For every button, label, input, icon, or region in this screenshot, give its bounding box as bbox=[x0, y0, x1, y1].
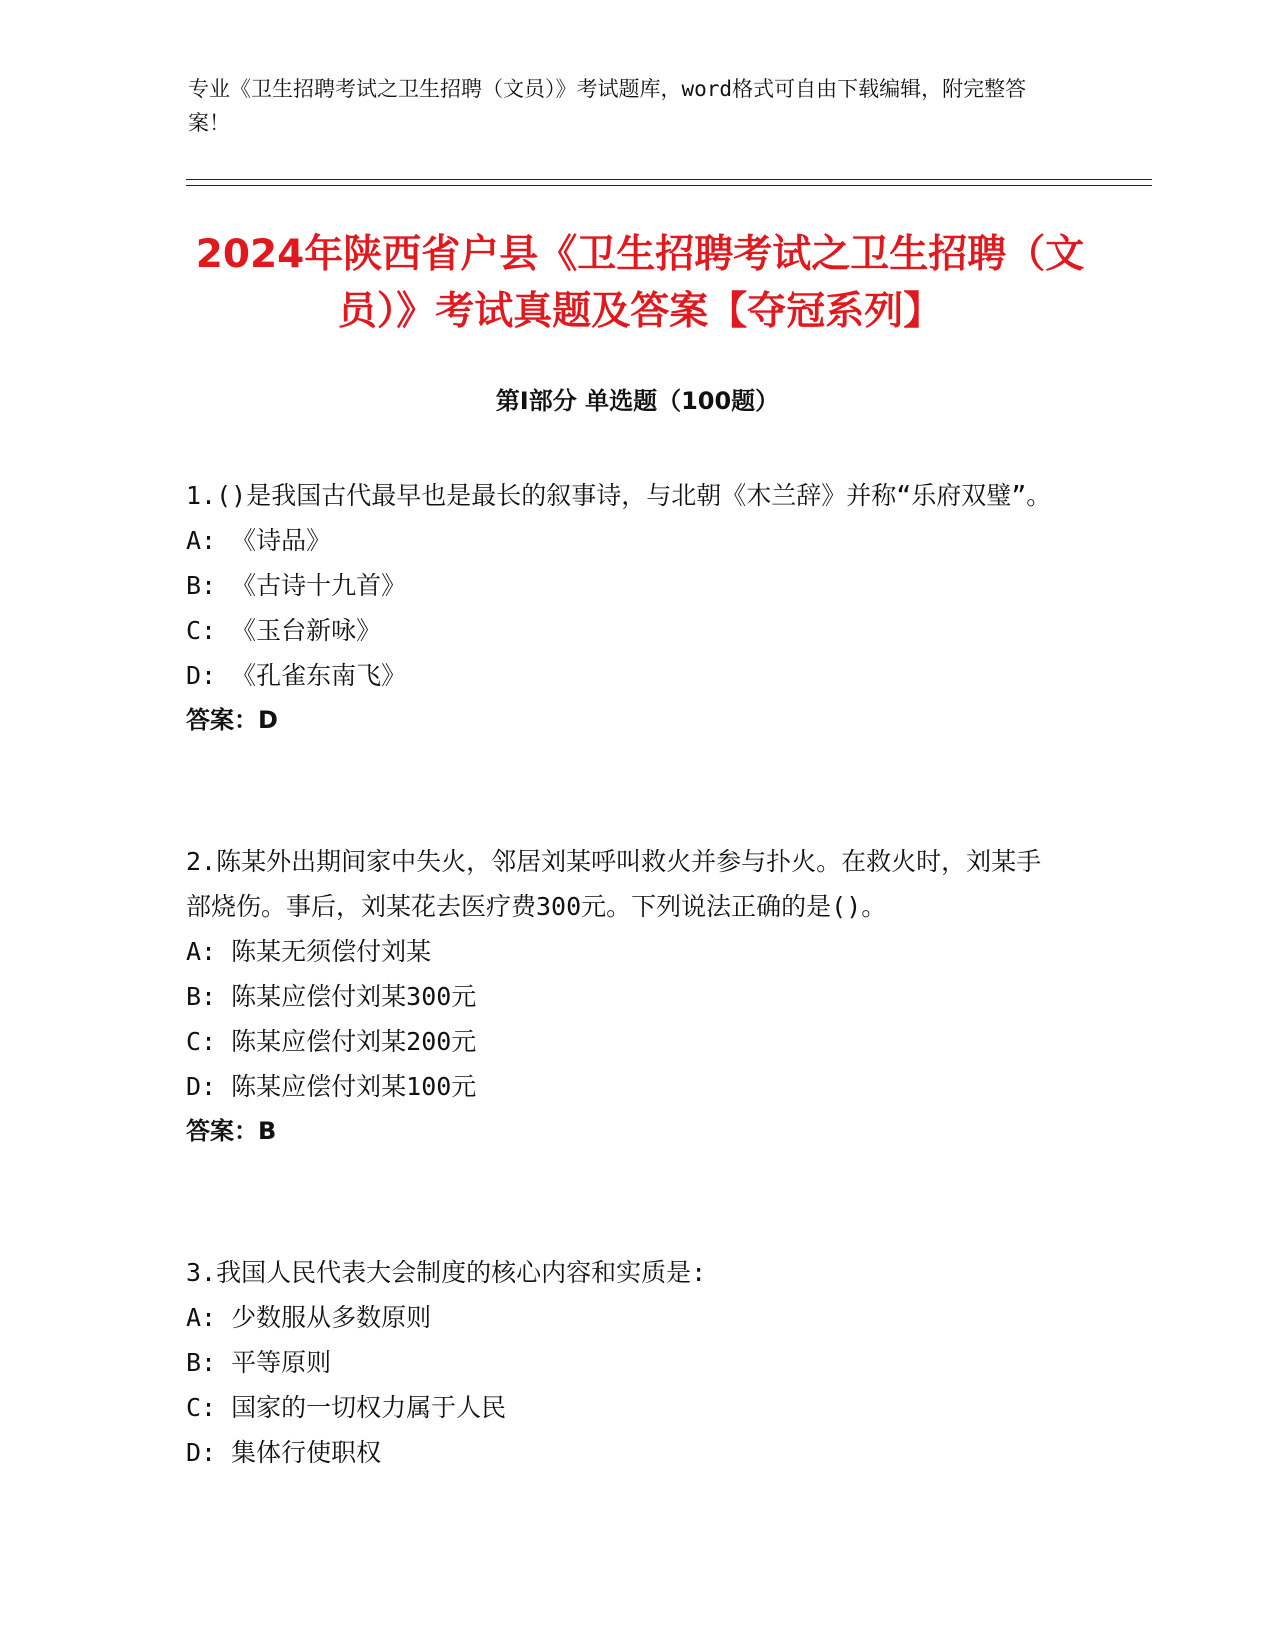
answer: 答案：B bbox=[186, 1117, 277, 1145]
question-stem: 1.()是我国古代最早也是最长的叙事诗，与北朝《木兰辞》并称“乐府双璧”。 bbox=[186, 481, 1052, 510]
option-d: D: 陈某应偿付刘某100元 bbox=[186, 1072, 477, 1101]
option-c: C: 国家的一切权力属于人民 bbox=[186, 1393, 507, 1422]
option-a: A: 少数服从多数原则 bbox=[186, 1303, 432, 1332]
option-b: B: 陈某应偿付刘某300元 bbox=[186, 982, 477, 1011]
option-d: D: 《孔雀东南飞》 bbox=[186, 661, 407, 690]
header-rule-top bbox=[186, 179, 1152, 180]
question-2 bbox=[186, 839, 1066, 1154]
header-rule-bottom bbox=[186, 185, 1152, 186]
document-title: 2024年陕西省户县《卫生招聘考试之卫生招聘（文员）》考试真题及答案【夺冠系列】 bbox=[195, 232, 1085, 334]
option-a: A: 陈某无须偿付刘某 bbox=[186, 937, 432, 966]
option-b: B: 平等原则 bbox=[186, 1348, 332, 1377]
header-note: 专业《卫生招聘考试之卫生招聘（文员）》考试题库，word格式可自由下载编辑，附完整答案！ bbox=[188, 77, 1027, 135]
option-c: C: 陈某应偿付刘某200元 bbox=[186, 1027, 477, 1056]
option-list bbox=[186, 1295, 1066, 1475]
answer: 答案：D bbox=[186, 706, 278, 734]
option-c: C: 《玉台新咏》 bbox=[186, 616, 382, 645]
option-list bbox=[186, 518, 1066, 698]
option-b: B: 《古诗十九首》 bbox=[186, 571, 407, 600]
question-stem: 2.陈某外出期间家中失火，邻居刘某呼叫救火并参与扑火。在救火时，刘某手部烧伤。事后，刘某花去医疗费300元。下列说法正确的是()。 bbox=[186, 847, 1042, 921]
option-a: A: 《诗品》 bbox=[186, 526, 332, 555]
question-stem: 3.我国人民代表大会制度的核心内容和实质是: bbox=[186, 1258, 707, 1287]
option-d: D: 集体行使职权 bbox=[186, 1438, 382, 1467]
option-list bbox=[186, 929, 1066, 1109]
section-title: 第Ⅰ部分 单选题（100题） bbox=[495, 387, 780, 415]
question-3 bbox=[186, 1250, 1066, 1475]
question-1 bbox=[186, 473, 1066, 743]
